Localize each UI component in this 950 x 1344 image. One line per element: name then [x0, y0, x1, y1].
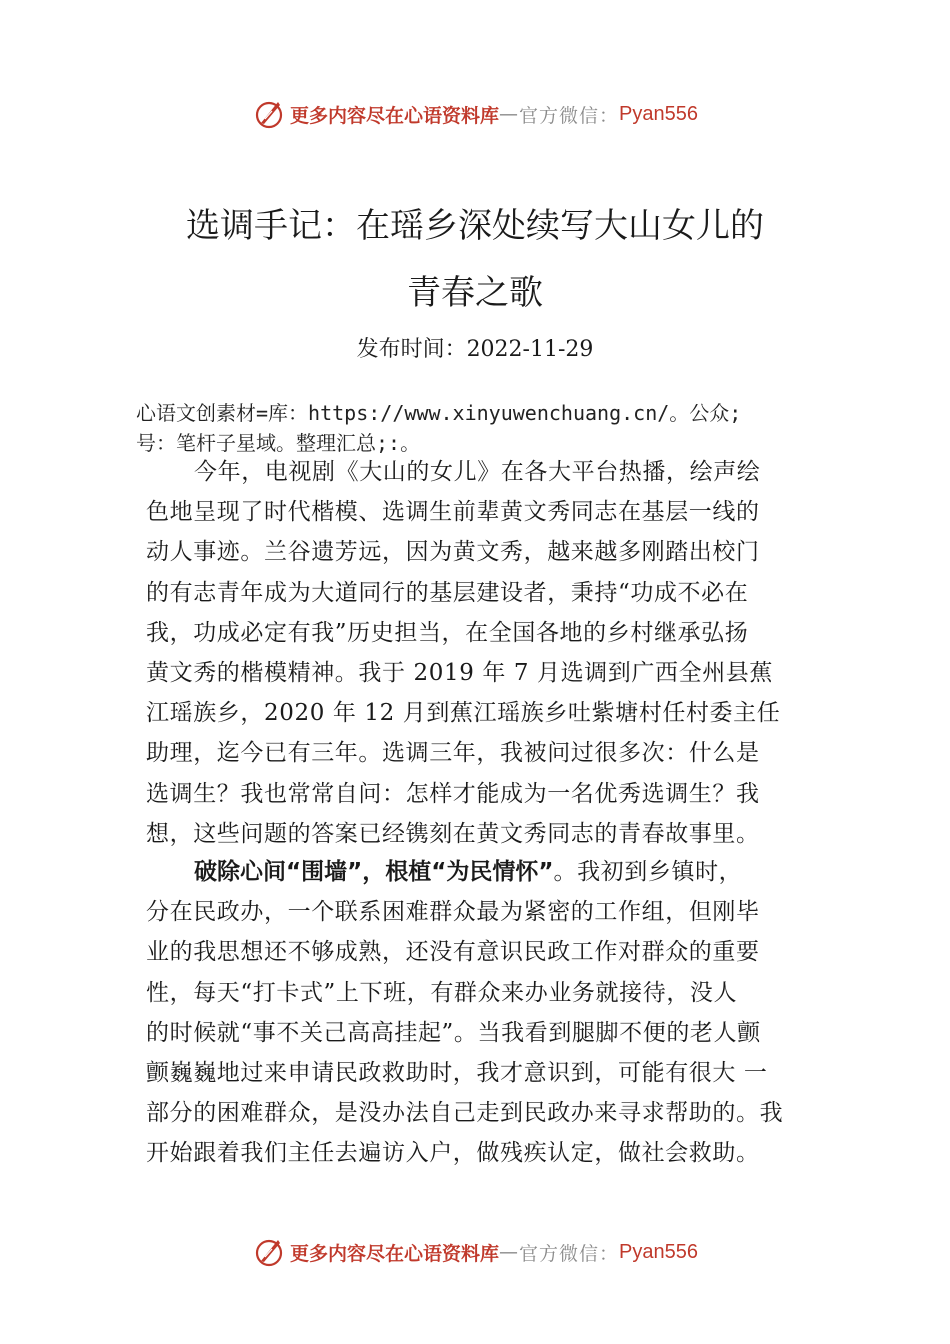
paragraph-line: 分在民政办，一个联系困难群众最为紧密的工作组，但刚毕	[146, 899, 760, 926]
paragraph-line: 色地呈现了时代楷模、选调生前辈黄文秀同志在基层一线的	[146, 499, 760, 526]
paragraph-line: 业的我思想还不够成熟，还没有意识民政工作对群众的重要	[146, 939, 760, 966]
paragraph-line: 黄文秀的楷模精神。我于 2019 年 7 月选调到广西全州县蕉	[146, 659, 774, 686]
banner-wechat-label: 官方微信：	[519, 104, 620, 127]
paragraph-line: 的时候就“事不关己高高挂起”。当我看到腿脚不便的老人颤	[146, 1019, 761, 1046]
banner-dash: —	[499, 103, 520, 125]
paragraph-line: 动人事迹。兰谷遗芳远，因为黄文秀，越来越多刚踏出校门	[146, 539, 760, 566]
paragraph-line: 今年，电视剧《大山的女儿》在各大平台热播，绘声绘	[194, 459, 761, 485]
footer-banner	[0, 1232, 950, 1272]
paragraph-line: 想，这些问题的答案已经镌刻在黄文秀同志的青春故事里。	[146, 820, 760, 847]
paragraph-bold-lead: 破除心间“围墙”，根植“为民情怀”	[194, 859, 554, 885]
quill-logo-icon	[252, 97, 286, 131]
paragraph-2	[146, 852, 836, 1174]
header-banner	[0, 94, 950, 134]
banner-wechat-id: Pyan556	[619, 1240, 698, 1263]
quill-logo-icon	[252, 1235, 286, 1269]
banner-wechat-id: Pyan556	[619, 102, 698, 125]
paragraph-line: 我，功成必定有我”历史担当，在全国各地的乡村继承弘扬	[146, 619, 749, 646]
paragraph-line: 江瑶族乡，2020 年 12 月到蕉江瑶族乡吐紫塘村任村委主任	[146, 700, 781, 727]
banner-promo-text: 更多内容尽在心语资料库	[290, 104, 500, 127]
paragraph-line: 的有志青年成为大道同行的基层建设者，秉持“功成不必在	[146, 579, 749, 606]
source-note	[136, 398, 836, 458]
paragraph-first-line-rest: 。我初到乡镇时，	[553, 859, 743, 885]
banner-wechat-label: 官方微信：	[519, 1242, 620, 1265]
paragraph-line: 颤巍巍地过来申请民政救助时，我才意识到，可能有很大 一	[146, 1059, 768, 1086]
banner-promo-text: 更多内容尽在心语资料库	[290, 1242, 500, 1265]
publish-date: 发布时间：2022-11-29	[356, 337, 594, 362]
source-note-line: 心语文创素材=库：https://www.xinyuwenchuang.cn/。公众;	[136, 401, 742, 425]
article-title-line2: 青春之歌	[407, 273, 543, 313]
article-title-line1: 选调手记：在瑶乡深处续写大山女儿的	[186, 206, 764, 246]
paragraph-line: 性，每天“打卡式”上下班，有群众来办业务就接待，没人	[146, 979, 738, 1006]
paragraph-line: 选调生？我也常常自问：怎样才能成为一名优秀选调生？我	[146, 780, 760, 807]
paragraph-line: 开始跟着我们主任去遍访入户，做残疾认定，做社会救助。	[146, 1140, 760, 1167]
paragraph-line: 部分的困难群众，是没办法自己走到民政办来寻求帮助的。我	[146, 1100, 784, 1127]
source-note-line: 号：笔杆子星域。整理汇总;:。	[136, 431, 421, 455]
paragraph-1	[146, 452, 836, 854]
paragraph-first-line	[146, 852, 836, 892]
banner-dash: —	[499, 1241, 520, 1263]
paragraph-line: 助理，迄今已有三年。选调三年，我被问过很多次：什么是	[146, 740, 760, 767]
